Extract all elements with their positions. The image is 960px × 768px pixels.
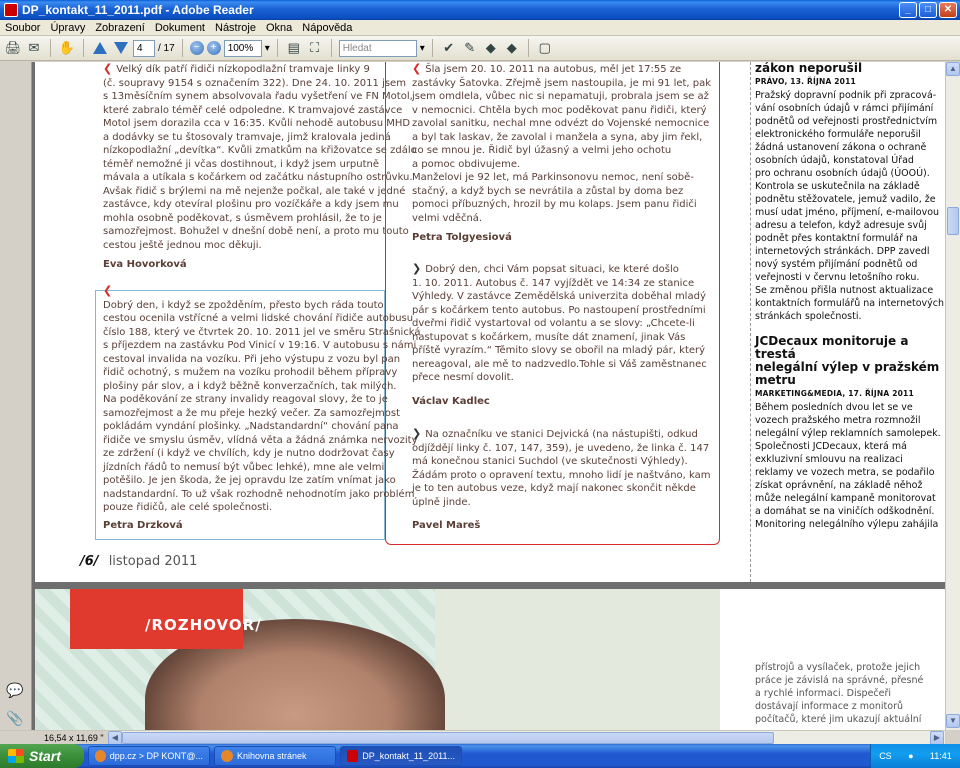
taskbar (0, 744, 960, 768)
menu-bar (0, 20, 960, 36)
close-button[interactable]: ✕ (939, 2, 957, 18)
column-divider (750, 62, 751, 582)
author-name: Petra Drzková (103, 520, 183, 531)
scroll-thumb[interactable] (122, 732, 774, 744)
taskbar-item[interactable]: dpp.cz > DP KONT@... (88, 746, 210, 766)
title-bar (0, 0, 960, 20)
maximize-button[interactable]: □ (919, 2, 937, 18)
firefox-icon (221, 750, 233, 762)
letter-4: ❯ Dobrý den, chci Vám popsat situaci, ke které došlo 1. 10. 2011. Autobus č. 147 vyjíždět ve 14:34 ze stanice Výhledy. V zastávce Zemědělská univerzita doběhal mladý pár s kočárkem tento autobus. Po nastoupení prostředními dveřmi řidič vystartoval od volantu a se slovy: „Chcete-li nastupovat s kočárkem, musíte dát znamení, jinak Vás příště vyrazím.“ Těmito slovy se obořil na mladý pár, který nereagoval, ale mě to nadzvedlo.Tohle si Váš zaměstnanec přece nesmí dovolit. (412, 262, 707, 383)
menu-okna[interactable]: Okna (265, 21, 293, 34)
zoom-in-icon[interactable]: + (207, 41, 221, 55)
quote-icon: ❯ (412, 427, 422, 440)
toolbar-separator (528, 39, 529, 57)
menu-upravy[interactable]: Úpravy (50, 21, 86, 34)
print-icon[interactable]: 🖨 (4, 40, 22, 55)
search-dropdown-icon[interactable]: ▾ (419, 42, 425, 54)
news-source: MARKETING&MEDIA, 17. ŘÍJNA 2011 (755, 389, 914, 398)
pdf-page (35, 62, 945, 582)
letter-2: ❮ Dobrý den, i když se zpožděním, přesto bych ráda touto cestou ocenila vstřícné a velmi lidské chování řidiče autobusu číslo 188, který ve čtvrtek 20. 10. 2011 jel ve směru Strašnická s příjezdem na zastávku Pod Vinicí v 19:16. V autobusu s námi cestoval invalida na vozíku. Při jeho výstupu z vozu byl pan řidič ochotný, s mužem na vozíku prohodil během přípravy plošiny pár slov, a i když běžně konverzačních, tak milých. Na poděkování ze strany invalidy reagoval slovy, že to je samozřejmost a že mu přeje hezký večer. Za samozřejmost pokládám vyndání plošinky. „Nadstandardní“ chování pana řidiče ve smyslu úsměv, vlídná věta a žádná známka nervozity ze zdržení (i když ve chvílích, kdy je nutno dodržovat časy jízdních řádů to nemusí být vůbec lehké), mne ale velmi potěšilo. Je jen škoda, že jej opravdu lze zatím vnímat jako nadstandardní. To už však rozhodně nehodnotím jako problém pouze řidičů, ale celé společnosti. (103, 284, 421, 513)
zoom-level-input[interactable]: 100% (224, 40, 262, 57)
letter-1: ❮ Velký dík patří řidiči nízkopodlažní tramvaje linky 9 (č. soupravy 9154 s označením 322). Dne 24. 10. 2011 jsem s 13měsíčním synem absolvovala řadu vyšetření ve FN Motol, které zabralo téměř celé odpoledne. K tramvajové zastávce Motol jsem dorazila cca v 16:35. Kvůli nehodě autobusu MHD a dodávky se tu štosovaly tramvaje, jimž kralovala jediná nízkopodlažní „devítka“. Kvůli zmatkům na křižovatce se zdálo téměř nemožné ji včas dostihnout, i když jsem urputně mávala a utíkala s kočárkem od začátku nástupního ostrůvku. Avšak řidič s brýlemi na mě nejenže počkal, ale také v jedné zastávce, kdy otevíral plošinu pro vozíčkáře a kdy jsem mu mohla osobně poděkovat, s úsměvem prohlásil, že to je samozřejmost. Bohužel v dnešní době není, a proto mu touto cestou ještě jednou moc děkuji. (103, 62, 417, 251)
system-tray (870, 744, 960, 768)
window-title: DP_kontakt_11_2011.pdf - Adobe Reader (22, 3, 254, 17)
spellcheck-icon[interactable]: ✔ (443, 40, 455, 55)
toolbar-separator (432, 39, 433, 57)
page-icon[interactable]: ▢ (538, 40, 551, 55)
news-headline: JCDecaux monitoruje a trestá nelegální výlep v pražském metru (755, 334, 940, 387)
scroll-right-icon[interactable]: ▶ (930, 731, 944, 745)
scroll-left-icon[interactable]: ◀ (108, 731, 122, 745)
toolbar-separator (50, 39, 51, 57)
pdf-page (35, 589, 945, 730)
page-total: / 17 (158, 42, 175, 54)
menu-zobrazeni[interactable]: Zobrazení (95, 21, 145, 34)
hand-tool-icon[interactable]: ✋ (58, 40, 76, 55)
minimize-button[interactable]: _ (899, 2, 917, 18)
author-name: Václav Kadlec (412, 396, 490, 407)
menu-napoveda[interactable]: Nápověda (302, 21, 353, 34)
scroll-down-icon[interactable]: ▼ (946, 714, 960, 728)
toolbar-separator (182, 39, 183, 57)
news-body: Pražský dopravní podnik při zpracová- vání osobních údajů v rámci přijímání podnětů od veřejnosti prostřednictvím elektronického formuláře neporušil žádná ustanovení zákona o ochraně osobních údajů, konstatoval Úřad pro ochranu osobních údajů (ÚOOÚ). Kontrola se uskutečnila na základě podnětu stěžovatele, jemuž vadilo, že musí udat jméno, příjmení, e-mailovou adresu a telefon, když adresuje svůj podnět přes kontaktní formulář na internetových stránkách. DPP zavedl nový systém přijímání podnětů od veřejnosti v červnu letošního roku. Se změnou přišla nutnost aktualizace kontaktních formulářů na internetových stránkách společnosti. (755, 90, 944, 322)
windows-logo-icon (8, 749, 24, 763)
search-input[interactable]: Hledat (339, 40, 417, 57)
page-footer (80, 554, 197, 569)
author-name: Eva Hovorková (103, 259, 187, 270)
section-label: /ROZHOVOR/ (70, 589, 243, 649)
language-indicator[interactable]: CS (879, 751, 892, 761)
navigation-panel (0, 62, 32, 730)
menu-dokument[interactable]: Dokument (154, 21, 205, 34)
tray-icon[interactable]: ● (908, 751, 914, 761)
taskbar-item-active[interactable]: DP_kontakt_11_2011... (340, 746, 462, 766)
letter-3: ❮ Šla jsem 20. 10. 2011 na autobus, měl jet 17:55 ze zastávky Šatovka. Zřejmě jsem nastoupila, je mi 91 let, pak jsem omdlela, vůbec nic si nepamatuji, probrala jsem se až v nemocnici. Chtěla bych moc poděkovat panu řidiči, který zavolal sanitku, nechal mne odvézt do Vojenské nemocnice a byl tak laskav, že zavolal i manžela a syna, aby jim řekl, co se mnou je. Řidič byl úžasný a velmi jeho ochotu a pomoc obdivujeme. Manželovi je 92 let, má Parkinsonovu nemoc, není sobě- stačný, a když bych se nevrátila a zůstal by doma bez pomoci příbuzných, hrozil by mu kolaps. Jsem panu řidiči velmi vděčná. (412, 62, 712, 224)
next-page-icon[interactable] (112, 39, 130, 57)
horizontal-scrollbar[interactable] (108, 730, 945, 744)
fit-page-icon[interactable]: ▤ (287, 40, 300, 55)
scroll-up-icon[interactable]: ▲ (946, 62, 960, 76)
clock[interactable]: 11:41 (929, 751, 952, 761)
page-number-input[interactable]: 4 (133, 40, 155, 57)
adobe-reader-icon (4, 3, 18, 17)
quote-icon: ❮ (103, 284, 113, 297)
vertical-scrollbar[interactable] (945, 62, 960, 730)
news-headline: zákon neporušil (755, 62, 863, 75)
letter-5: ❯ Na označníku ve stanici Dejvická (na nástupišti, odkud odjíždějí linky č. 107, 147, 359), je uvedeno, že linka č. 147 má konečnou stanici Suchdol (ve skutečnosti Výhledy). Žádám proto o opravení textu, mnoho lidí je naštváno, kam je to ten autobus veze, když mají nakonec skončit někde úplně jinde. (412, 427, 711, 508)
diamond-icon[interactable]: ◆ (506, 40, 517, 55)
zoom-out-icon[interactable]: − (190, 41, 204, 55)
news-source: PRÁVO, 13. ŘÍJNA 2011 (755, 77, 856, 86)
toolbar-separator (331, 39, 332, 57)
author-name: Petra Tolgyesiová (412, 232, 512, 243)
document-view[interactable] (32, 62, 945, 730)
attachments-icon[interactable]: 📎 (6, 710, 24, 726)
page-size-status: 16,54 x 11,69 " (0, 730, 108, 744)
diamond-icon[interactable]: ◆ (485, 40, 496, 55)
quote-icon: ❯ (412, 262, 422, 275)
quote-icon: ❮ (412, 62, 422, 75)
zoom-dropdown-icon[interactable]: ▾ (264, 42, 270, 54)
toolbar-separator (83, 39, 84, 57)
previous-page-icon[interactable] (91, 39, 109, 57)
email-icon[interactable]: ✉ (28, 40, 40, 55)
news-body: Během posledních dvou let se ve vozech pražského metra rozmnožil nelegální výlep reklamních samolepek. Společnosti JCDecaux, která má exkluzivní smlouvu na realizaci reklamy ve vozech metra, se podařilo získat oprávnění, na základě něhož může nelegální kampaně monitorovat a domáhat se na viničích odškodnění. Monitoring nelegálního výlepu zahájila (755, 402, 941, 530)
author-name: Pavel Mareš (412, 520, 481, 531)
toolbar-separator (277, 39, 278, 57)
menu-nastroje[interactable]: Nástroje (215, 21, 256, 34)
start-button[interactable]: Start (0, 744, 84, 768)
fit-width-icon[interactable]: ⛶ (310, 40, 320, 55)
map-image (435, 589, 720, 730)
menu-soubor[interactable]: Soubor (5, 21, 41, 34)
scroll-thumb[interactable] (947, 207, 959, 235)
toolbar (0, 36, 960, 61)
taskbar-item[interactable]: Knihovna stránek (214, 746, 336, 766)
news-column (755, 62, 945, 531)
sign-icon[interactable]: ✎ (464, 40, 476, 55)
quote-icon: ❮ (103, 62, 113, 75)
interview-text: přístrojů a vysílaček, protože jejich práce je závislá na správné, přesné a rychlé informaci. Dispečeři dostávají informace z monitorů počítačů, které jim ukazují aktuální (755, 662, 924, 725)
firefox-icon (95, 750, 106, 762)
page-number: /6/ (80, 554, 99, 569)
adobe-reader-icon (347, 750, 358, 762)
issue-date: listopad 2011 (108, 554, 198, 569)
comments-icon[interactable]: 💬 (6, 682, 24, 698)
